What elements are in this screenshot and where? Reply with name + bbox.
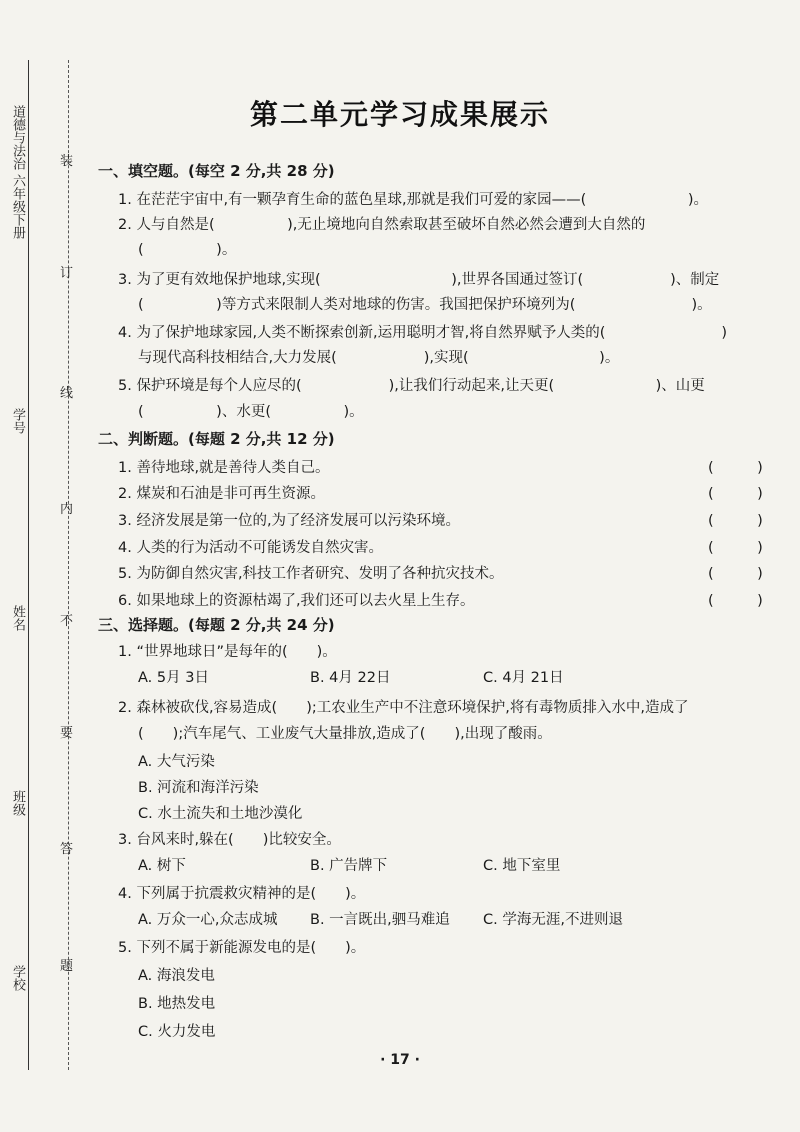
choice-4-option-b: B. 一言既出,驷马难追: [310, 912, 450, 928]
judge-answer-1: ( ): [708, 460, 763, 476]
choice-1-option-c: C. 4月 21日: [483, 670, 564, 686]
fill-question-3: 3. 为了更有效地保护地球,实现( ),世界各国通过签订( )、制定: [118, 272, 720, 288]
choice-1-option-a: A. 5月 3日: [138, 670, 209, 686]
binding-char: 内: [60, 502, 74, 517]
judge-answer-3: ( ): [708, 513, 763, 529]
fill-question-2: 2. 人与自然是( ),无止境地向自然索取甚至破坏自然必然会遭到大自然的: [118, 217, 646, 233]
choice-2-option-b: B. 河流和海洋污染: [138, 780, 259, 796]
choice-3-option-b: B. 广告牌下: [310, 858, 388, 874]
choice-2-option-a: A. 大气污染: [138, 754, 215, 770]
choice-question-5: 5. 下列不属于新能源发电的是( )。: [118, 940, 366, 956]
judge-item-5: 5. 为防御自然灾害,科技工作者研究、发明了各种抗灾技术。: [118, 566, 504, 582]
page-title: 第二单元学习成果展示: [249, 98, 550, 131]
judge-section-header: 二、判断题。(每题 2 分,共 12 分): [98, 430, 335, 448]
judge-item-6: 6. 如果地球上的资源枯竭了,我们还可以去火星上生存。: [118, 593, 475, 609]
choice-question-3: 3. 台风来时,躲在( )比较安全。: [118, 832, 341, 848]
choice-1-option-b: B. 4月 22日: [310, 670, 391, 686]
fill-section-header: 一、填空题。(每空 2 分,共 28 分): [98, 162, 335, 180]
fill-question-5-cont: ( )、水更( )。: [138, 404, 364, 420]
choice-4-option-a: A. 万众一心,众志成城: [138, 912, 278, 928]
fill-question-4-cont: 与现代高科技相结合,大力发展( ),实现( )。: [138, 350, 620, 366]
fill-question-5: 5. 保护环境是每个人应尽的( ),让我们行动起来,让天更( )、山更: [118, 378, 705, 394]
binding-char: 线: [60, 386, 74, 401]
judge-item-1: 1. 善待地球,就是善待人类自己。: [118, 460, 330, 476]
judge-answer-4: ( ): [708, 540, 763, 556]
judge-answer-5: ( ): [708, 566, 763, 582]
choice-5-option-c: C. 火力发电: [138, 1024, 216, 1040]
margin-line: [28, 60, 29, 1070]
choice-3-option-a: A. 树下: [138, 858, 186, 874]
fill-question-1: 1. 在茫茫宇宙中,有一颗孕育生命的蓝色星球,那就是我们可爱的家园——( )。: [118, 192, 708, 208]
field-class: 班级: [10, 790, 25, 816]
binding-char: 答: [60, 842, 74, 857]
choice-question-1: 1. “世界地球日”是每年的( )。: [118, 644, 337, 660]
field-school: 学校: [10, 965, 25, 991]
judge-item-3: 3. 经济发展是第一位的,为了经济发展可以污染环境。: [118, 513, 461, 529]
choice-4-option-c: C. 学海无涯,不进则退: [483, 912, 623, 928]
fill-question-4: 4. 为了保护地球家园,人类不断探索创新,运用聪明才智,将自然界赋予人类的( ): [118, 325, 728, 341]
choice-question-4: 4. 下列属于抗震救灾精神的是( )。: [118, 886, 366, 902]
binding-char: 题: [60, 959, 74, 974]
choice-question-2: 2. 森林被砍伐,容易造成( );工农业生产中不注意环境保护,将有毒物质排入水中,造成了: [118, 700, 689, 716]
binding-char: 装: [60, 154, 74, 169]
choice-3-option-c: C. 地下室里: [483, 858, 561, 874]
fill-question-3-cont: ( )等方式来限制人类对地球的伤害。我国把保护环境列为( )。: [138, 297, 712, 313]
binding-char: 要: [60, 726, 74, 741]
judge-item-4: 4. 人类的行为活动不可能诱发自然灾害。: [118, 540, 383, 556]
judge-item-2: 2. 煤炭和石油是非可再生资源。: [118, 486, 325, 502]
subject-label: 道德与法治 六年级下册: [10, 105, 25, 240]
field-student-number: 学号: [10, 408, 25, 434]
binding-dash-line: [68, 60, 69, 1070]
judge-answer-2: ( ): [708, 486, 763, 502]
fill-question-2-cont: ( )。: [138, 242, 237, 258]
choice-5-option-b: B. 地热发电: [138, 996, 216, 1012]
binding-char: 不: [60, 614, 74, 629]
field-name: 姓名: [10, 605, 25, 631]
choice-2-option-c: C. 水土流失和土地沙漠化: [138, 806, 303, 822]
choice-5-option-a: A. 海浪发电: [138, 968, 215, 984]
choice-section-header: 三、选择题。(每题 2 分,共 24 分): [98, 616, 335, 634]
choice-question-2-cont: ( );汽车尾气、工业废气大量排放,造成了( ),出现了酸雨。: [138, 726, 552, 742]
binding-char: 订: [60, 266, 74, 281]
page-number: · 17 ·: [380, 1052, 420, 1068]
judge-answer-6: ( ): [708, 593, 763, 609]
